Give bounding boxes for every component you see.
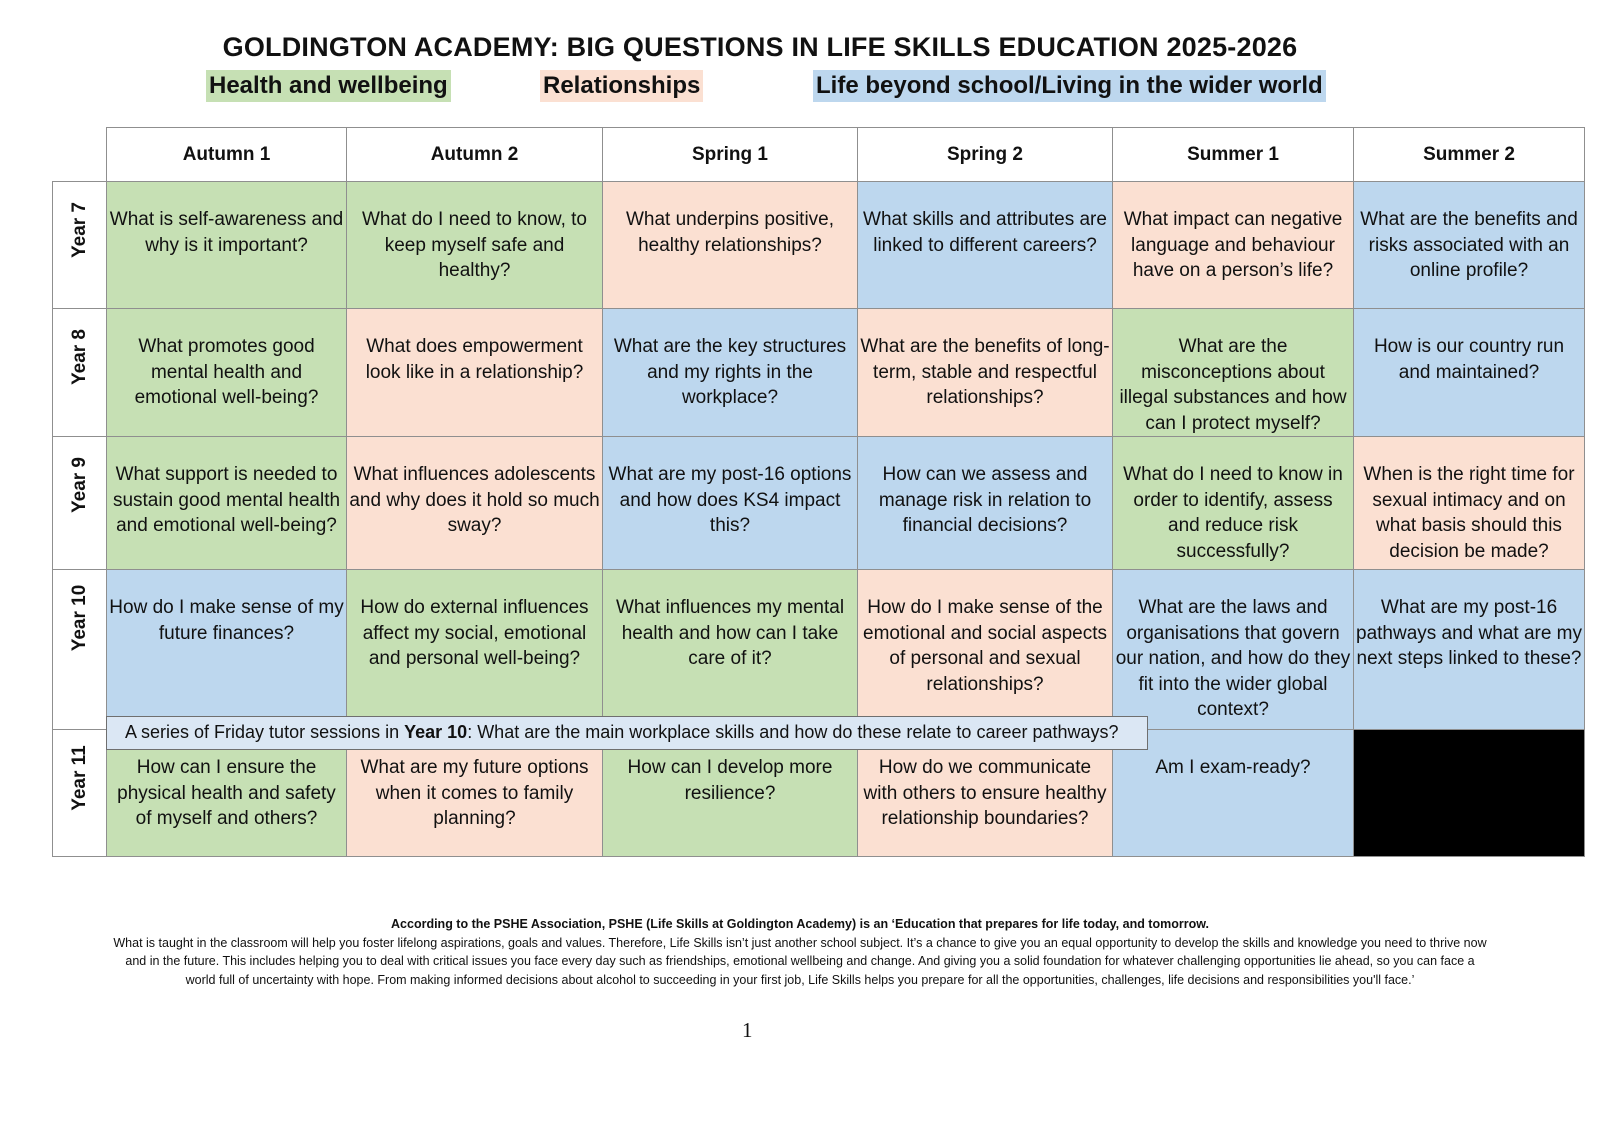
- question-cell: What support is needed to sustain good mental health and emotional well-being?: [107, 437, 347, 570]
- question-cell: How do we communicate with others to ensure healthy relationship boundaries?: [858, 730, 1113, 857]
- question-cell: What does empowerment look like in a relationship?: [347, 309, 603, 437]
- table-row-year-7: [53, 182, 1585, 309]
- page-number: 1: [742, 1018, 753, 1042]
- footer-lead: According to the PSHE Association, PSHE (Life Skills at Goldington Academy) is an ‘Education that prepares for life today, and tomorrow.: [391, 917, 1209, 931]
- table-row-year-9: [53, 437, 1585, 570]
- question-cell: What are my future options when it comes to family planning?: [347, 730, 603, 857]
- question-cell: How do external influences affect my social, emotional and personal well-being?: [347, 570, 603, 730]
- question-cell: What influences adolescents and why does it hold so much sway?: [347, 437, 603, 570]
- footer-quote: [110, 915, 1490, 989]
- table-row-year-8: [53, 309, 1585, 437]
- banner-suffix: : What are the main workplace skills and how do these relate to career pathways?: [467, 722, 1119, 742]
- question-cell: How do I make sense of my future finances?: [107, 570, 347, 730]
- question-cell: How can I ensure the physical health and safety of myself and others?: [107, 730, 347, 857]
- question-cell: How can we assess and manage risk in relation to financial decisions?: [858, 437, 1113, 570]
- term-header: Autumn 1: [107, 128, 347, 182]
- table-row-year-10: [53, 570, 1585, 730]
- question-cell: What are the key structures and my rights in the workplace?: [603, 309, 858, 437]
- question-cell: Am I exam-ready?: [1113, 730, 1354, 857]
- question-cell: What is self-awareness and why is it important?: [107, 182, 347, 309]
- question-cell: What do I need to know in order to identify, assess and reduce risk successfully?: [1113, 437, 1354, 570]
- blank-cell: [1354, 730, 1585, 857]
- tutor-sessions-banner: [106, 716, 1148, 750]
- question-cell: What are the benefits and risks associated with an online profile?: [1354, 182, 1585, 309]
- question-cell: What are my post-16 pathways and what are my next steps linked to these?: [1354, 570, 1585, 730]
- term-header: Summer 2: [1354, 128, 1585, 182]
- grid-corner: [53, 128, 107, 182]
- year-label: Year 10: [53, 570, 107, 730]
- term-header: Spring 2: [858, 128, 1113, 182]
- question-cell: When is the right time for sexual intimacy and on what basis should this decision be made?: [1354, 437, 1585, 570]
- term-header: Spring 1: [603, 128, 858, 182]
- question-cell: What are the benefits of long-term, stable and respectful relationships?: [858, 309, 1113, 437]
- year-label: Year 8: [53, 309, 107, 437]
- year-label: Year 7: [53, 182, 107, 309]
- question-cell: What skills and attributes are linked to different careers?: [858, 182, 1113, 309]
- year-label: Year 9: [53, 437, 107, 570]
- legend-health: Health and wellbeing: [206, 70, 451, 102]
- question-cell: How do I make sense of the emotional and social aspects of personal and sexual relationships?: [858, 570, 1113, 730]
- legend-relationships: Relationships: [540, 70, 703, 102]
- question-cell: How is our country run and maintained?: [1354, 309, 1585, 437]
- question-cell: What are my post-16 options and how does KS4 impact this?: [603, 437, 858, 570]
- term-header: Summer 1: [1113, 128, 1354, 182]
- question-cell: What underpins positive, healthy relationships?: [603, 182, 858, 309]
- page-title: GOLDINGTON ACADEMY: BIG QUESTIONS IN LIFE SKILLS EDUCATION 2025-2026: [222, 32, 1298, 62]
- banner-prefix: A series of Friday tutor sessions in: [125, 722, 405, 742]
- term-header: Autumn 2: [347, 128, 603, 182]
- question-cell: What do I need to know, to keep myself safe and healthy?: [347, 182, 603, 309]
- question-cell: How can I develop more resilience?: [603, 730, 858, 857]
- question-cell: What impact can negative language and behaviour have on a person’s life?: [1113, 182, 1354, 309]
- year-label: Year 11: [53, 730, 107, 857]
- question-cell: What influences my mental health and how can I take care of it?: [603, 570, 858, 730]
- footer-body: What is taught in the classroom will help you foster lifelong aspirations, goals and values. Therefore, Life Skills isn’t just another school subject. It’s a chance to give you an equal opportunity to develop the skills and knowledge you need to thrive now and in the future. This includes helping you to deal with critical issues you face every day such as friendships, emotional wellbeing and change. And giving you a solid foundation for whatever challenging opportunities lie ahead, so you can face a world full of uncertainty with hope. From making informed decisions about alcohol to succeeding in your first job, Life Skills helps you prepare for all the opportunities, challenges, life decisions and responsibilities you'll face.’: [113, 935, 1487, 987]
- question-cell: What are the laws and organisations that govern our nation, and how do they fit into the wider global context?: [1113, 570, 1354, 730]
- question-cell: What promotes good mental health and emotional well-being?: [107, 309, 347, 437]
- banner-year: Year 10: [404, 722, 468, 742]
- question-cell: What are the misconceptions about illegal substances and how can I protect myself?: [1113, 309, 1354, 437]
- legend-life-beyond-school: Life beyond school/Living in the wider world: [813, 70, 1326, 102]
